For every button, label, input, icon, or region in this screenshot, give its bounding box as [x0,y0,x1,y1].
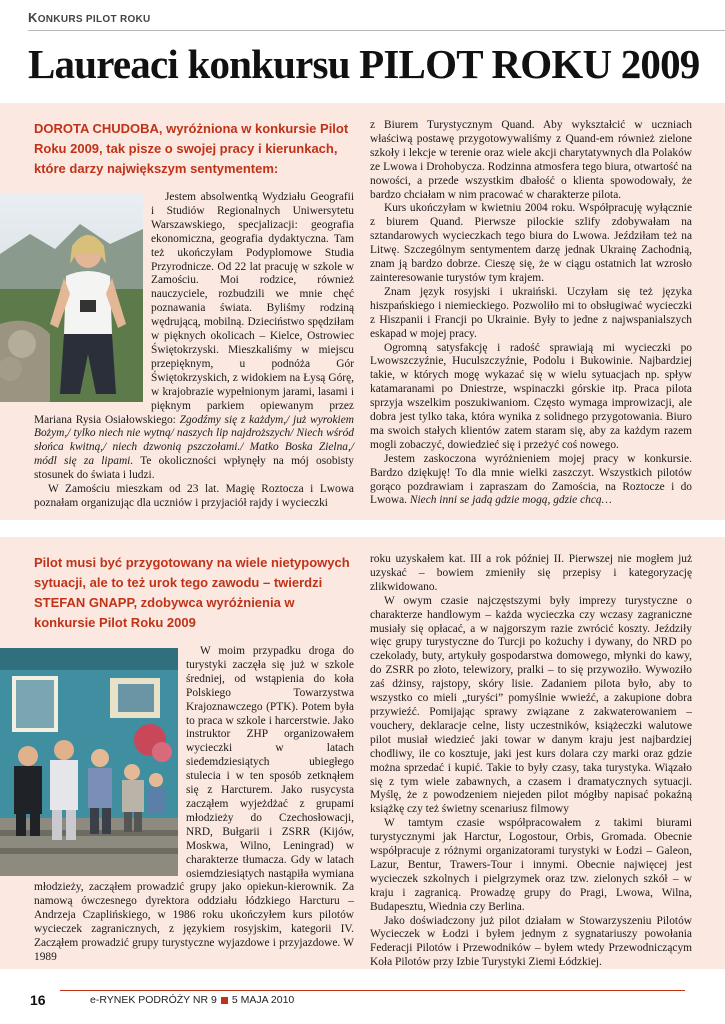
photo-stefan-gnapp-group [0,648,178,876]
article-gnapp-paragraph: roku uzyskałem kat. III a rok później II. Pierwszej nie mogłem już uzyskać – bowiem zmieniły się przepisy i kategoryzację zlikwidowano. [370,553,692,593]
issue-date: 5 MAJA 2010 [231,994,295,1006]
article-chudoba-paragraph: z Biurem Turystycznym Quand. Aby wykształcić w uczniach właściwą postawę przygotowywaliśmy z Quand-em również zielone szkoły i lekcje w terenie oraz wiele akcji charytatywnych dla Polaków ze Lwowa i Drohobycza. Rodzinna atmosfera tego biura, otwartość na nowości, a przede wszystkim dbałość o klienta spowodowały, że bardzo chciałam w nim pracować w charakterze pilota. [370,119,692,201]
article-chudoba-lead: DOROTA CHUDOBA, wyróżniona w konkursie Pilot Roku 2009, tak pisze o swojej pracy i kierunkach, które darzy największym sentymentem: [34,121,349,176]
article-gnapp-paragraph: W owym czasie najczęstszymi były imprezy turystyczne o charakterze handlowym – każda wycieczka czy wczasy zagraniczne musiały się opłacać, a w najgorszym razie zwrócić koszty. Jeździły więc grupy turystyczne do Turcji po kożuchy i dywany, do NRD po czekolady, buty, artykuły gospodarstwa domowego, młynki do kawy, do ZSRR po złoto, telewizory, pralki – to się przywoziło. Wywoziło zaś dżinsy, rajstopy, skóry lisie. Zadaniem pilota było, aby to wszystko co mieli „turyści” pomyślnie wwieźć, a zakupione dobra przywieźć. Pomijając sprawy związane z zakwaterowaniem – vouchery, deklaracje celne, listy uczestników, książeczki walutowe pilot musiał wiedzieć jaki towar w danym kraju jest najbardziej chodliwy, ile co kosztuje, jaki jest kurs dolara czy marki oraz gdzie można sprzedać i kupić. Takie to były czasy, taka turystyka. Wiązało się z tym wiele zabawnych, a czasem i dramatycznych sytuacji. Myślę, że z powodzeniem niejeden pilot mógłby napisać pokaźną książkę czy też świetny scenariusz filmowy [370,594,692,816]
article-chudoba [0,103,725,520]
article-chudoba-paragraph: Jestem zaskoczona wyróżnieniem mojej pracy w konkursie. Bardzo dziękuję! To dla mnie wielki zaszczyt. Wszystkich pilotów gorąco pozdrawiam i zapraszam do Zamościa, na Roztocze i do Lwowa. Niech inni se jadą gdzie mogą, gdzie chcą… [370,452,692,507]
closing-quote: Niech inni se jadą gdzie mogą, gdzie chcą… [409,494,612,507]
article-gnapp [0,537,725,969]
photo-dorota-chudoba [0,194,143,402]
square-bullet-icon [221,997,228,1004]
article-chudoba-paragraph: Znam język rosyjski i ukraiński. Uczyłam się też języka hiszpańskiego i niemieckiego. Pozwoliło mi to obsługiwać wycieczki z Hiszpanii i Francji po Ukrainie. Były to jedne z najwspanialszych eskapad w mojej pracy. [370,285,692,340]
article-gnapp-left-column [34,553,354,965]
article-chudoba-left-column [34,119,354,511]
article-gnapp-paragraph: W moim przypadku droga do turystyki zaczęła się już w szkole średniej, od wstąpienia do koła Polskiego Towarzystwa Krajoznawczego (PTK). Potem była to praca w szkole i harcerstwie. Jako instruktor ZHP organizowałem wycieczki w latach siedemdziesiątych ubiegłego stulecia i w ten sposób zetknąłem się z Harcturem. Jako rusycysta zacząłem wyjeżdżać z grupami młodzieży do Czechosłowacji, NRD, Bułgarii i ZSRR (Kijów, Moskwa, Wilno, Leningrad) w charakterze tłumacza. Gdy w latach osiemdziesiątych nastąpiła wymiana młodzieży, zacząłem prowadzić grupy jako opiekun-kierownik. Za namową ówczesnego dyrektora oddziału łódzkiego Harcturu – Andrzeja Czaplińskiego, w 1986 roku ukończyłem kurs pilotów wycieczek zagranicznych, z językiem rosyjskim, kategorii IV. Zacząłem prowadzić grupy turystyczne wyjazdowe i przyjazdowe. W 1989 [34,645,354,965]
article-gnapp-paragraph: W tamtym czasie współpracowałem z takimi biurami turystycznymi jak Harctur, Logostour, Orbis, Gromada. Obecnie współpracuje z różnymi organizatorami turystyki w Łodzi – Galeon, Lazur, Bentur, Trawers-Tour i innymi. Obecnie najwięcej jest wycieczek szkolnych i pielgrzymek oraz tzw. zielonych szkół – w kraju i zagranicą. Prowadzę grupy do Pragi, Lwowa, Wilna, Budapesztu, Wiednia czy Berlina. [370,817,692,913]
article-chudoba-paragraph: Kurs ukończyłam w kwietniu 2004 roku. Współpracuję wyłącznie z biurem Quand. Pierwsze pilockie szlify zdobywałam na sztandarowych wycieczkach tego biura do Lwowa. Jeździłam też na Litwę. Szczególnym sentymentem darzę jednak Ukrainę Zachodnią, znam ją bardzo dobrze. Cieszę się, że w ciągu ostatnich lat wzrosło zainteresowanie turystów tym krajem. [370,202,692,284]
page-title: Laureaci konkursu PILOT ROKU 2009 [28,41,700,87]
article-chudoba-right-column [370,119,692,508]
article-gnapp-paragraph: Jako doświadczony już pilot działam w Stowarzyszeniu Pilotów Wycieczek w Łodzi i byłem jednym z sygnatariuszy powołania Federacji Pilotów i Przewodników – byłem wtedy Przewodniczącym Koła Pilotów przy Izbie Turystyki Ziemi Łódzkiej. [370,914,692,969]
article-chudoba-paragraph: Jestem absolwentką Wydziału Geografii i Studiów Regionalnych Uniwersytetu Warszawskiego, specjalizacji: geografia ekonomiczna, geografia dydaktyczna. Tam też ukończyłam Podyplomowe Studia Przyrodnicze. Od 22 lat pracuję w szkole w Zamościu. Moi rodzice, również nauczyciele, rozbudzili we mnie chęć poznawania świata. Byliśmy rodziną wędrującą, mobilną. Dzieciństwo spędziłam w pięknych okolicach – Kielce, Ostrowiec Świętokrzyski. Mieszkaliśmy w miejscu przepięknym, u podnóża Gór Świętokrzyskich, z widokiem na Łysą Górę, w krajobrazie wypełnionym jarami, lasami i pięknym parkiem opiewanym przez Mariana Rysia Osiałowskiego: Zgodźmy się z każdym,/ już wyrokiem Bożym,/ tylko niech nie wytną/ naszych lip najdroższych/ Niech wśród słońca kwitną,/ niech dzwonią pszczołami./ Matko Boska Zielna,/ módl się za lipami. Te okoliczności wpłynęły na mój osobisty stosunek do świata i ludzi. [34,191,354,483]
section-tag: KONKURS PILOT ROKU [28,10,151,25]
footer-publication [90,994,294,1006]
article-gnapp-lead: Pilot musi być przygotowany na wiele nietypowych sytuacji, ale to też urok tego zawodu – twierdzi STEFAN GNAPP, zdobywca wyróżnienia w konkursie Pilot Roku 2009 [34,555,350,630]
article-chudoba-paragraph: Ogromną satysfakcję i radość sprawiają mi wycieczki po Lwowszczyźnie, Huculszczyźnie, Podolu i Bukowinie. Najbardziej takie, w których mogę wykazać się w wielu sytuacjach np. spływ katamaranami po Dniestrze, wspinaczki górskie itp. Praca pilota sprzyja wszelkim poszukiwaniom. Często wymaga improwizacji, ale dobra jest tylko taka, która wynika z solidnego przygotowania. Biuro ma swoich stałych klientów zatem staram się, aby za każdym razem mogli zobaczyć, dowiedzieć się i przeżyć coś nowego. [370,341,692,451]
poem-quote: Zgodźmy się z każdym,/ już wyrokiem Bożym,/ tylko niech nie wytną/ naszych lip najdroższych/ Niech wśród słońca kwitną,/ niech dzwonią pszczołami./ Matko Boska Zielna,/ módl się za lipami. [34,413,354,468]
page-number: 16 [30,992,46,1008]
article-gnapp-right-column [370,553,692,970]
footer-rule [60,990,685,991]
article-chudoba-paragraph: W Zamościu mieszkam od 23 lat. Magię Roztocza i Lwowa poznałam organizując dla uczniów i przyjaciół rajdy i wycieczki [34,483,354,509]
magazine-issue: e-RYNEK PODRÓŻY NR 9 [90,994,217,1006]
top-rule [28,30,725,31]
